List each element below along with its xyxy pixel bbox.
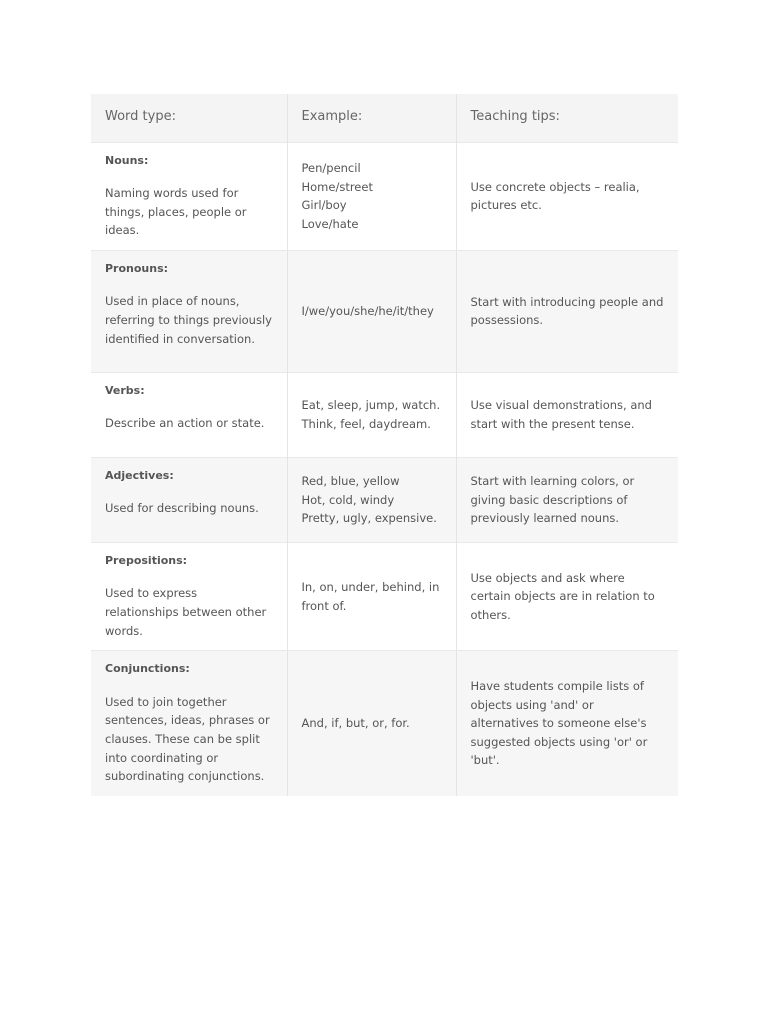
example-line: Pen/pencil — [301, 161, 361, 175]
example-cell — [287, 542, 456, 650]
word-type-cell — [91, 250, 287, 372]
example-cell — [287, 142, 456, 250]
table-row — [91, 142, 678, 250]
word-type-description: Used for describing nouns. — [105, 501, 259, 516]
example-line: Hot, cold, windy — [301, 492, 395, 507]
example-cell — [287, 372, 456, 457]
teaching-tip-cell: Start with learning colors, or giving basic descriptions of previously learned nouns. — [456, 457, 678, 542]
word-type-description: Describe an action or state. — [105, 416, 265, 431]
teaching-tip-cell: Have students compile lists of objects using 'and' or alternatives to someone else's suggested objects using 'or' or 'but'. — [456, 651, 678, 796]
word-types-table-container — [91, 94, 678, 796]
word-type-description: Naming words used for things, places, people or ideas. — [105, 186, 247, 238]
table-row — [91, 542, 678, 650]
table-header-row — [91, 94, 678, 142]
header-teaching-tips: Teaching tips: — [456, 94, 678, 142]
word-type-cell — [91, 542, 287, 650]
word-type-cell — [91, 372, 287, 457]
teaching-tip-cell: Start with introducing people and possessions. — [456, 250, 678, 372]
header-word-type: Word type: — [105, 109, 176, 125]
example-cell — [287, 457, 456, 542]
example-cell — [287, 651, 456, 796]
teaching-tip-cell: Use concrete objects – realia, pictures etc. — [456, 142, 678, 250]
word-type-cell — [91, 457, 287, 542]
word-type-name: Pronouns: — [105, 261, 169, 275]
example-line: And, if, but, or, for. — [301, 716, 410, 731]
word-type-description: Used to join together sentences, ideas, phrases or clauses. These can be split into coordinating or subordinating conjunctions. — [105, 694, 270, 784]
example-cell — [287, 250, 456, 372]
example-line: Pretty, ugly, expensive. — [301, 511, 437, 526]
example-line: Girl/boy — [301, 198, 347, 213]
word-type-description: Used in place of nouns, referring to things previously identified in conversation. — [105, 294, 272, 346]
word-types-table — [91, 94, 678, 796]
example-line: In, on, under, behind, in front of. — [301, 579, 440, 613]
example-line: Love/hate — [301, 216, 359, 231]
example-line: I/we/you/she/he/it/they — [301, 304, 434, 319]
example-line: Eat, sleep, jump, watch. — [301, 398, 441, 413]
example-line: Think, feel, daydream. — [301, 416, 431, 431]
header-example: Example: — [287, 94, 456, 142]
word-type-cell — [91, 651, 287, 796]
word-type-name: Verbs: — [105, 383, 145, 397]
word-type-name: Prepositions: — [105, 553, 188, 567]
word-type-description: Used to express relationships between other words. — [105, 586, 267, 638]
word-type-name: Adjectives: — [105, 468, 174, 482]
teaching-tip-cell: Use objects and ask where certain objects are in relation to others. — [456, 542, 678, 650]
example-line: Red, blue, yellow — [301, 473, 400, 488]
word-type-name: Conjunctions: — [105, 662, 190, 676]
table-row — [91, 372, 678, 457]
table-row — [91, 250, 678, 372]
table-row — [91, 651, 678, 796]
word-type-cell — [91, 142, 287, 250]
example-line: Home/street — [301, 179, 373, 194]
word-type-name: Nouns: — [105, 153, 149, 167]
table-row — [91, 457, 678, 542]
teaching-tip-cell: Use visual demonstrations, and start with the present tense. — [456, 372, 678, 457]
